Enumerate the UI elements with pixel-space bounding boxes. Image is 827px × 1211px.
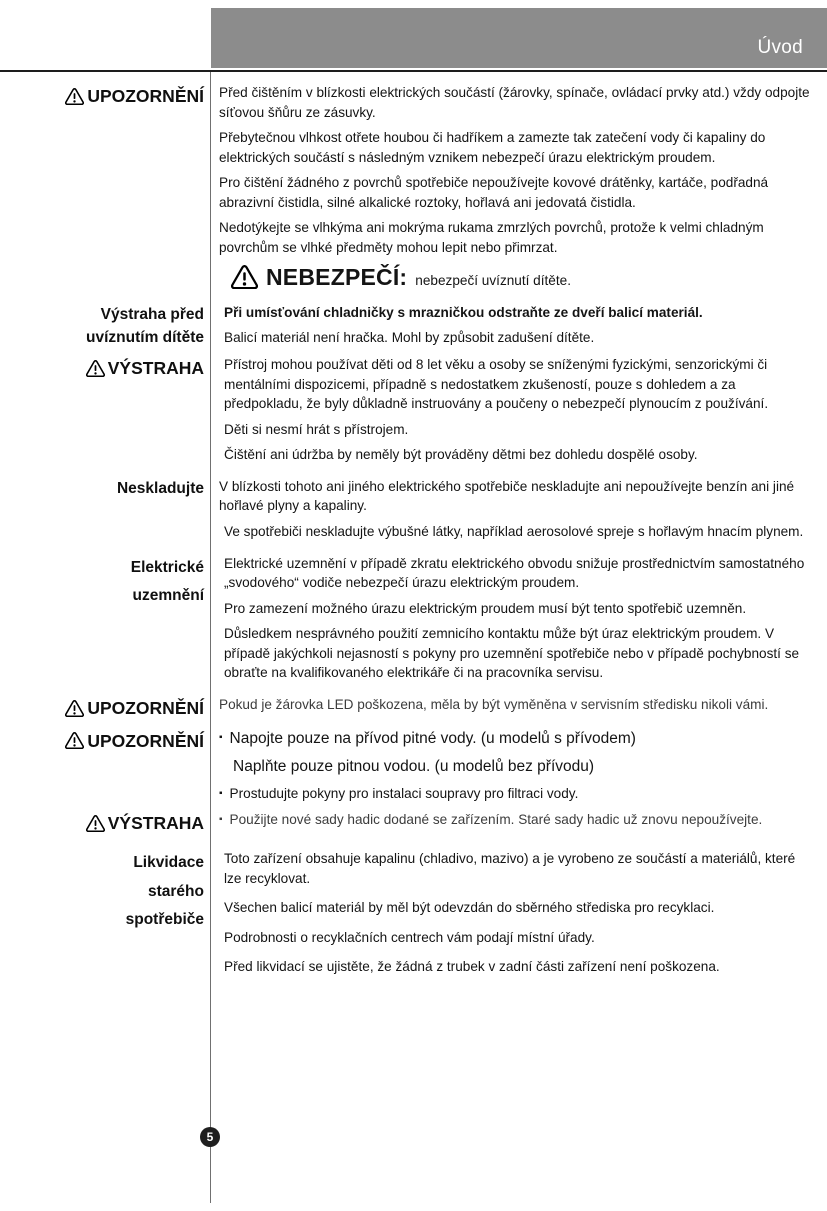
section-child-entrapment [0,303,827,350]
child-entrapment-label [0,303,204,350]
bullet-icon: ▪ [219,731,223,743]
paragraph: Všechen balicí materiál by měl být odevzdán do sběrného střediska pro recyklaci. [224,900,715,916]
section-warning-hoses [0,810,827,837]
paragraph: Pro zamezení možného úrazu elektrickým proudem musí být tento spotřebič uzemněn. [224,600,747,616]
paragraph: Elektrické uzemnění v případě zkratu elektrického obvodu snižuje prostřednictvím samostatného „svodového“ vodiče nebezpečí úrazu elektrickým proudem. [224,555,805,591]
right-column [211,355,827,465]
label-line: Likvidace [133,854,204,872]
danger-suffix: nebezpečí uvíznutí dítěte. [415,273,571,288]
left-column [0,695,211,722]
section-grounding [0,554,827,683]
warning-label-text: VÝSTRAHA [107,358,204,378]
warning-triangle-icon [231,265,258,289]
left-column [0,810,211,837]
warning-triangle-icon [65,700,84,717]
section-danger-heading [0,264,827,297]
label-line: uvíznutím dítěte [86,328,204,346]
paragraph: Pokud je žárovka LED poškozena, měla by být vyměněna v servisním středisku nikoli vámi. [219,696,769,712]
bullet-icon: ▪ [219,814,223,826]
paragraph: Před čištěním v blízkosti elektrických součástí (žárovky, spínače, ovládací prvky atd.) vždy odpojte síťovou šňůru ze zásuvky. [219,85,810,120]
label-line: spotřebiče [125,911,204,929]
left-column [0,477,211,500]
paragraph: Přístroj mohou používat děti od 8 let věku a osoby se sníženými fyzickými, senzorickými či mentálními dispozicemi, případně s nedostatkem zkušeností, pouze s dohledem a za předpokladu, že byly důkladně instruovány a poučeny o nebezpečí plynoucím z používání. [224,357,769,412]
bullet-item [219,728,813,750]
paragraph: Balicí materiál není hračka. Mohl by způsobit zadušení dítěte. [224,330,595,346]
paragraph: Děti si nesmí hrát s přístrojem. [224,421,409,437]
bullet-text: Použijte nové sady hadic dodané se zařízením. Staré sady hadic už znovu nepoužívejte. [229,812,763,828]
warning-triangle-icon [86,815,105,832]
section-caution-water [0,728,827,805]
caution-label [65,83,204,109]
label-line: uzemnění [132,587,204,605]
right-column [211,810,827,830]
section-warning-children [0,355,827,465]
page-number: 5 [206,1130,214,1144]
do-not-store-label: Neskladujte [116,479,204,497]
section-do-not-store [0,477,827,542]
header-title: Úvod [757,37,803,58]
label-line: Výstraha před [100,305,204,323]
page-number-badge [200,1127,220,1147]
caution-label-text: UPOZORNĚNÍ [87,730,204,751]
paragraph: Ve spotřebiči neskladujte výbušné látky, například aerosolové spreje s hořlavým hnacím plynem. [224,523,804,539]
paragraph: Nedotýkejte se vlhkýma ani mokrýma rukama zmrzlých povrchů, protože k velmi chladným povrchům se vlhké předměty mohou lepit nebo přimrzat. [219,220,764,255]
paragraph: Před likvidací se ujistěte, že žádná z trubek v zadní části zařízení není poškozena. [224,959,720,975]
paragraph: Naplňte pouze pitnou vodou. (u modelů bez přívodu) [233,757,595,775]
content-area [0,72,827,1211]
right-column [211,849,827,977]
disposal-label [0,849,204,935]
warning-triangle-icon [65,88,84,105]
bullet-item [219,784,813,804]
left-column [0,554,211,611]
section-caution-led [0,695,827,722]
left-column [0,728,211,755]
warning-label [86,355,204,381]
paragraph: Čištění ani údržba by neměly být prováděny dětmi bez dohledu dospělé osoby. [224,447,698,463]
warning-label [86,810,204,836]
right-column [211,83,827,258]
caution-label-text: UPOZORNĚNÍ [87,697,204,718]
right-column [211,554,827,683]
caution-label [65,695,204,721]
warning-triangle-icon [65,732,84,749]
paragraph: V blízkosti tohoto ani jiného elektrického spotřebiče neskladujte ani nepoužívejte benzín ani jiné hořlavé plyny a kapaliny. [219,478,795,514]
paragraph: Při umísťování chladničky s mrazničkou odstraňte ze dveří balicí materiál. [224,304,703,320]
danger-heading [231,264,813,291]
paragraph: Podrobnosti o recyklačních centrech vám podají místní úřady. [224,929,595,945]
warning-triangle-icon [86,360,105,377]
danger-title: NEBEZPEČÍ: [266,263,408,290]
left-column [0,83,211,110]
right-column [211,303,827,348]
left-column [0,355,211,382]
paragraph: Přebytečnou vlhkost otřete houbou či hadříkem a zamezte tak zatečení vody či kapaliny do elektrických součástí s následným vznikem nebezpečí úrazu elektrickým proudem. [219,130,766,165]
left-column [0,849,211,935]
left-column [0,303,211,350]
bullet-text: Napojte pouze na přívod pitné vody. (u modelů s přívodem) [229,729,636,747]
section-disposal [0,849,827,977]
label-line: Elektrické [130,558,204,576]
column-divider [210,72,211,1203]
paragraph: Pro čištění žádného z povrchů spotřebiče nepoužívejte kovové drátěnky, kartáče, podřadná abrazivní čistidla, silné alkalické roztoky, hořlavá ani jedovatá čistidla. [219,175,769,210]
paragraph: Důsledkem nesprávného použití zemnicího kontaktu může být úraz elektrickým proudem. V případě jakýchkoli nejasností s pokyny pro uzemnění spotřebiče nebo v případě pochybností se obraťte na kvalifikovaného elektrikáře či na pracovníka servisu. [224,626,800,681]
warning-label-text: VÝSTRAHA [107,813,204,834]
caution-label-text: UPOZORNĚNÍ [87,86,204,106]
bullet-item [219,810,813,830]
right-column [211,728,827,805]
right-column [211,264,827,297]
grounding-label [0,554,204,611]
bullet-text: Prostudujte pokyny pro instalaci soupravy pro filtraci vody. [229,786,579,802]
bullet-icon: ▪ [219,788,223,800]
paragraph: Toto zařízení obsahuje kapalinu (chladivo, mazivo) a je vyrobeno ze součástí a materiálů, které lze recyklovat. [224,851,796,886]
header-bar [211,8,827,68]
label-line: starého [148,882,204,900]
right-column [211,695,827,715]
caution-label [65,728,204,754]
section-caution-cleaning [0,83,827,258]
right-column [211,477,827,542]
